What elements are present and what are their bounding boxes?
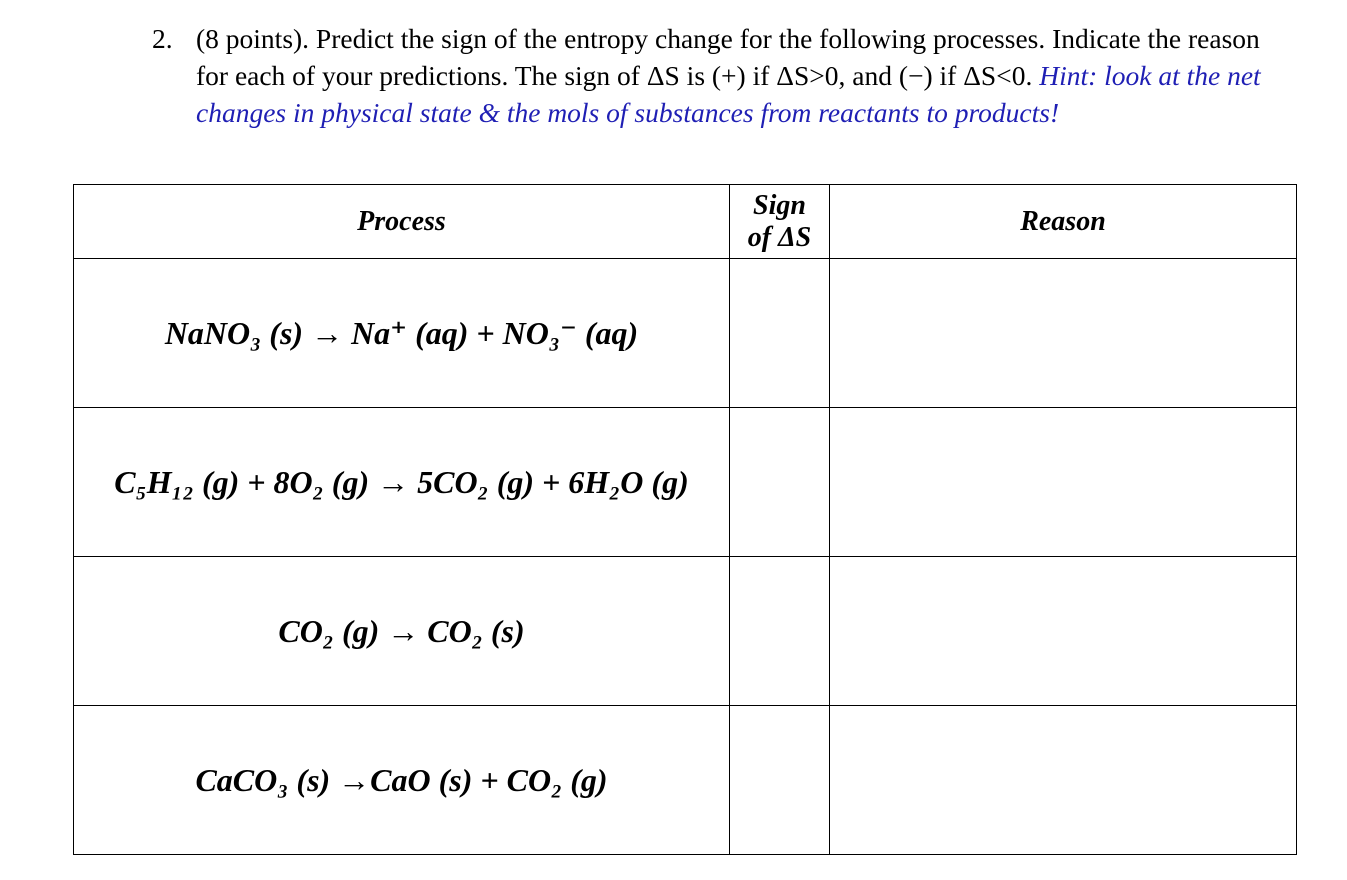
table-row xyxy=(74,557,1297,706)
process-cell xyxy=(74,408,730,557)
entropy-table xyxy=(73,184,1297,855)
question-prompt: (8 points). Predict the sign of the entropy change for the following processes. Indicate the reason for each of your predictions. The sign of ΔS is (+) if ΔS>0, and (−) if ΔS<0. xyxy=(196,23,1260,91)
header-sign-line1: Sign xyxy=(753,189,806,221)
reaction-equation: CO₂ (g) → CO₂ (s) xyxy=(278,612,525,649)
reason-answer-cell[interactable] xyxy=(830,706,1297,855)
table-row xyxy=(74,706,1297,855)
process-cell xyxy=(74,706,730,855)
reason-answer-cell[interactable] xyxy=(830,557,1297,706)
table-row xyxy=(74,259,1297,408)
header-sign-line2: of ΔS xyxy=(747,221,812,253)
reason-answer-cell[interactable] xyxy=(830,408,1297,557)
reaction-equation: CaCO₃ (s) →CaO (s) + CO₂ (g) xyxy=(195,761,608,798)
table-row xyxy=(74,408,1297,557)
question-text-block xyxy=(196,20,1292,131)
process-cell xyxy=(74,557,730,706)
reaction-equation: C₅H₁₂ (g) + 8O₂ (g) → 5CO₂ (g) + 6H₂O (g) xyxy=(114,463,689,500)
header-reason: Reason xyxy=(830,185,1297,259)
header-sign xyxy=(730,185,830,259)
sign-answer-cell[interactable] xyxy=(730,557,830,706)
question-number: 2. xyxy=(152,23,173,54)
question-hint: Hint: look at the net changes in physical state & the mols of substances from reactants to products! xyxy=(196,60,1261,128)
sign-answer-cell[interactable] xyxy=(730,706,830,855)
reason-answer-cell[interactable] xyxy=(830,259,1297,408)
reaction-equation: NaNO₃ (s) → Na⁺ (aq) + NO₃⁻ (aq) xyxy=(164,315,639,351)
sign-answer-cell[interactable] xyxy=(730,408,830,557)
process-cell xyxy=(74,259,730,408)
question-block xyxy=(152,20,1292,131)
table-header-row xyxy=(74,185,1297,259)
sign-answer-cell[interactable] xyxy=(730,259,830,408)
header-process: Process xyxy=(74,185,730,259)
